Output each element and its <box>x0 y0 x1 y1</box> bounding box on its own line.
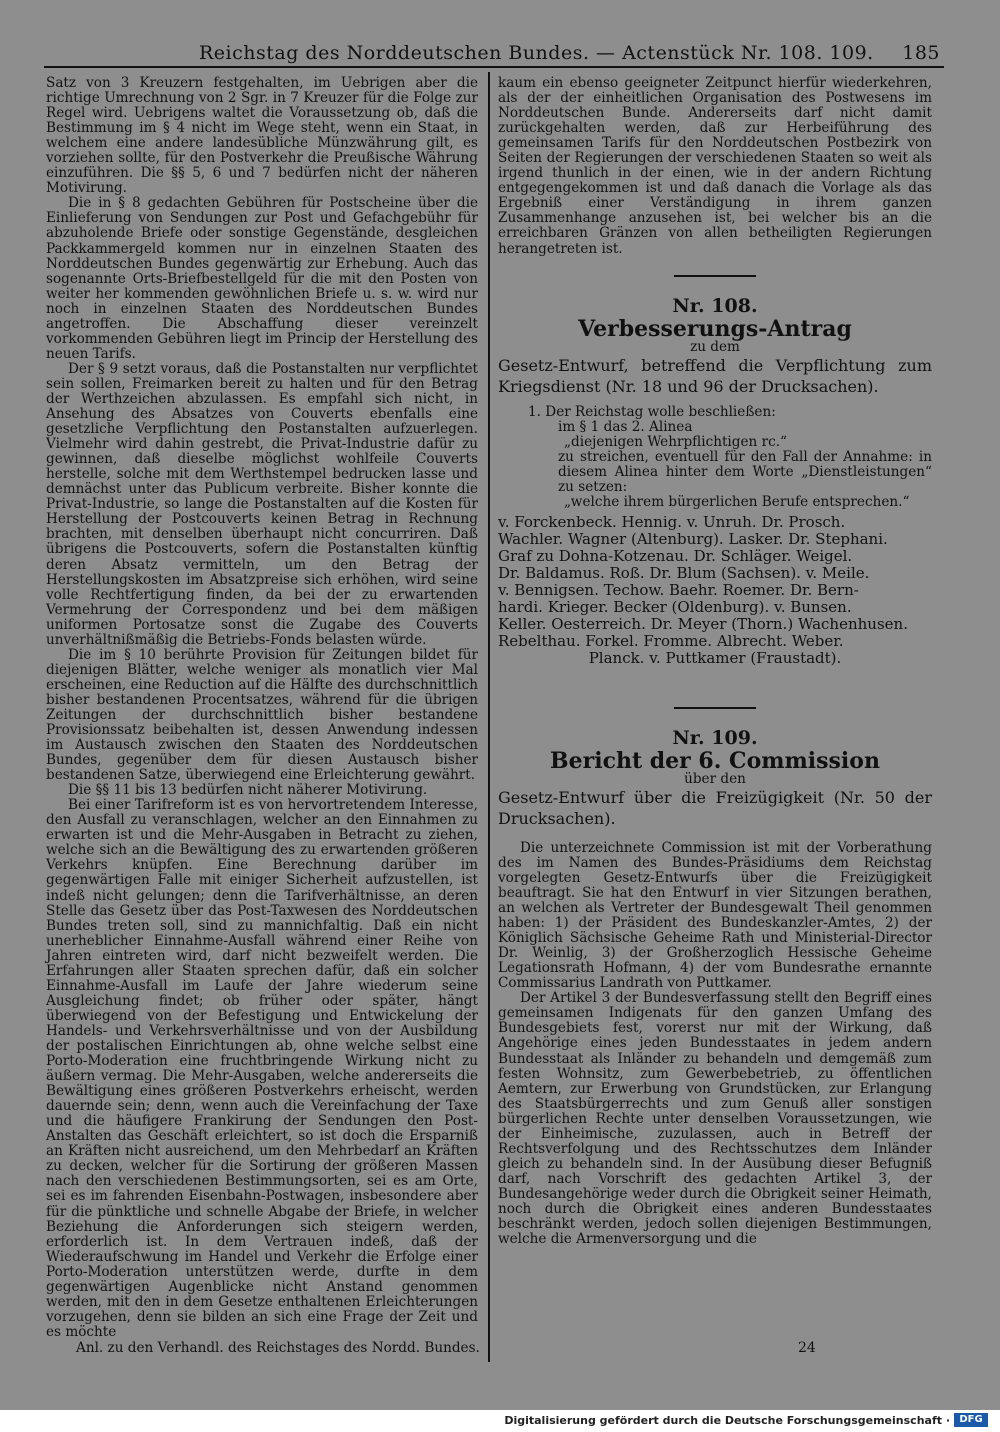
signatory-line: Graf zu Dohna-Kotzenau. Dr. Schläger. Weigel. <box>498 546 853 565</box>
motion-line: „welche ihrem bürgerlichen Berufe entsprechen.“ <box>564 493 910 510</box>
left-paragraph: Satz von 3 Kreuzern festgehalten, im Uebrigen aber die richtige Umrechnung von 2 Sgr. in 7 Kreuzer für die Folge zur Regel wird. Uebrigens waltet die Voraussetzung ob, daß die Bestimmung im § 4 nicht im Wege steht, wenn ein Staat, in welchem eine andere landesübliche Münzwährung gilt, es vorziehen sollte, für den Postverkehr die Preußische Währung einzuführen. Die §§ 5, 6 und 7 bedürfen nicht der näheren Motivirung. <box>46 75 478 197</box>
dfg-footer <box>0 1410 1000 1432</box>
signatory-line: Dr. Baldamus. Roß. Dr. Blum (Sachsen). v. Meile. <box>498 563 870 582</box>
left-paragraph: Der § 9 setzt voraus, daß die Postanstalten nur verpflichtet sein sollen, Freimarken bereit zu halten und für den Betrag der Werthzeichen abzulassen. Es empfahl sich nicht, in Ansehung des Absatzes von Couverts ebenfalls eine gesetzliche Verpflichtung den Postanstalten aufzuerlegen. Vielmehr wird dahin gestrebt, die Privat-Industrie dafür zu gewinnen, daß dieselbe möglichst wohlfeile Couverts herstelle, solche mit dem Werthstempel bedrucken lasse und demnächst unter das Publicum verbreite. Bisher konnte die Privat-Industrie, so lange die Postanstalten auf die Kosten für Herstellung der Postcouverts keinen Betrag in Rechnung brachten, mit denselben überhaupt nicht concurriren. Daß übrigens die Postcouverts, sofern die Postanstalten künftig deren Absatz vermitteln, um den Betrag der Herstellungskosten im Absatzpreise sich erhöhen, wird seine volle Rechtfertigung finden, da bei der zu erwartenden Vermehrung der Correspondenz und bei dem mäßigen uniformen Portosatze sonst die Zugabe des Couverts unverhältnißmäßig die Betriebs-Fonds belasten würde. <box>46 360 478 648</box>
left-paragraph: Die §§ 11 bis 13 bedürfen nicht näherer Motivirung. <box>68 782 428 799</box>
dfg-logo-icon: DFG <box>954 1413 988 1427</box>
running-header <box>44 40 944 68</box>
doc108-title: Verbesserungs-Antrag <box>578 315 852 342</box>
doc108-number: Nr. 108. <box>672 294 758 317</box>
left-paragraph: Die in § 8 gedachten Gebühren für Postscheine über die Einlieferung von Sendungen zur Post und Gefachgebühr für abzuholende Briefe oder sonstige Gegenstände, desgleichen Packkammergeld kommen nur in einzelnen Staaten des Norddeutschen Bundes gegenwärtig zur Erhebung. Auch das sogenannte Orts-Briefbestellgeld für die mit den Posten von weiter her kommenden gewöhnlichen Briefe u. s. w. wird nur noch in einzelnen Staaten des Norddeutschen Bundes angetroffen. Die Abschaffung dieser vereinzelt vorkommenden Gebühren liegt im Princip der Herstellung des neuen Tarifs. <box>46 195 478 362</box>
signatory-line: v. Forckenbeck. Hennig. v. Unruh. Dr. Prosch. <box>498 512 846 531</box>
signatory-line: Rebelthau. Forkel. Fromme. Albrecht. Weber. <box>498 631 844 650</box>
right-column <box>498 76 932 1247</box>
motion-line: im § 1 das 2. Alinea <box>558 418 693 435</box>
left-paragraph: Die im § 10 berührte Provision für Zeitungen bildet für diejenigen Blätter, welche weniger als monatlich vier Mal erscheinen, eine Reduction auf die Hälfte des durchschnittlich bisher bestandenen Procentsatzes, während für die übrigen Zeitungen der durchschnittlich bisher bestandene Provisionssatz beibehalten ist, dessen Anwendung indessen im Austausch zwischen den Staaten des Norddeutschen Bundes, gegenüber dem für diesen Austausch bisher bestandenen Satze, überwiegend eine Erleichterung gewährt. <box>46 646 479 784</box>
signatory-line: Wachler. Wagner (Altenburg). Lasker. Dr. Stephani. <box>498 529 888 548</box>
section-rule <box>674 275 756 277</box>
doc109-title: Bericht der 6. Commission <box>550 747 880 774</box>
signature-mark: 24 <box>798 1340 816 1356</box>
signatory-line: Keller. Oesterreich. Dr. Meyer (Thorn.) Wachenhusen. <box>498 614 908 633</box>
doc108-subject: Gesetz-Entwurf, betreffend die Verpflichtung zum Kriegsdienst (Nr. 18 und 96 der Drucksachen). <box>498 355 932 396</box>
signatory-line: Planck. v. Puttkamer (Fraustadt). <box>588 648 842 667</box>
footnote-annex: Anl. zu den Verhandl. des Reichstages des Nordd. Bundes. <box>76 1340 480 1356</box>
doc109-paragraph: Der Artikel 3 der Bundesverfassung stellt den Begriff eines gemeinsamen Indigenats für den ganzen Umfang des Bundesgebiets fest, vorerst nur mit der Wirkung, daß Angehörige eines jeden Bundesstaates in jedem andern Bundesstaat als Inländer zu behandeln und demgemäß zum festen Wohnsitz, zum Gewerbebetrieb, zu öffentlichen Aemtern, zur Erwerbung von Grundstücken, zur Erlangung des Staatsbürgerrechts und zum Genuß aller sonstigen bürgerlichen Rechte unter denselben Voraussetzungen, wie der Einheimische, zuzulassen, auch in Betreff der Rechtsverfolgung und des Rechtsschutzes dem Inländer gleich zu behandeln sind. In der Ausübung dieser Befugniß darf, nach Vorschrift des gedachten Artikel 3, der Bundesangehörige weder durch die Obrigkeit seiner Heimath, noch durch die Obrigkeit eines anderen Bundesstaates beschränkt werden, jedoch sollen diejenigen Bestimmungen, welche die Armenversorgung und die <box>498 990 932 1248</box>
motion-line: 1. Der Reichstag wolle beschließen: <box>528 403 776 420</box>
section-rule <box>674 707 756 709</box>
right-continuation: kaum ein ebenso geeigneter Zeitpunct hierfür wiederkehren, als der der einheitlichen Organisation des Postwesens im Norddeutschen Bunde. Andererseits darf nicht damit zurückgehalten werden, daß zur Herbeiführung des gemeinsamen Tarifs für den Norddeutschen Postbezirk von Seiten der Regierungen der verschiedenen Staaten so weit als irgend thunlich in der einen, wie in der andern Richtung entgegengekommen ist und daß danach die Vorlage als das Ergebniß einer Verständigung in ihrem ganzen Zusammenhange anzusehen ist, bei welcher bis an die erreichbaren Gränzen von allen betheiligten Regierungen herangetreten ist. <box>498 75 932 257</box>
doc108-zu-dem: zu dem <box>690 338 740 355</box>
doc109-ueber-den: über den <box>684 770 746 787</box>
page-number: 185 <box>902 42 940 64</box>
signatory-line: v. Bennigsen. Techow. Baehr. Roemer. Dr. Bern- <box>498 580 859 599</box>
motion-line: zu streichen, eventuell für den Fall der Annahme: in diesem Alinea hinter dem Worte „Dienstleistungen“ zu setzen: <box>558 448 932 495</box>
doc109-number: Nr. 109. <box>672 726 758 749</box>
column-divider <box>488 72 490 1362</box>
doc109-subject: Gesetz-Entwurf über die Freizügigkeit (Nr. 50 der Drucksachen). <box>498 787 932 828</box>
motion-line: „diejenigen Wehrpflichtigen rc.“ <box>564 433 787 450</box>
header-title: Reichstag des Norddeutschen Bundes. — Actenstück Nr. 108. 109. <box>199 42 874 64</box>
doc108-signatories <box>498 514 932 667</box>
doc109-paragraph: Die unterzeichnete Commission ist mit der Vorberathung des im Namen des Bundes-Präsidiums dem Reichstag vorgelegten Gesetz-Entwurfs über die Freizügigkeit beauftragt. Sie hat den Entwurf in vier Sitzungen berathen, an welchen als Vertreter der Bundesgewalt Theil genommen haben: 1) der Präsident des Bundeskanzler-Amtes, 2) der Königlich Sächsische Geheime Rath und Ministerial-Director Dr. Weinlig, 3) der Großherzoglich Hessische Geheime Legationsrath Hofmann, 4) der vom Bundesrathe ernannte Commissarius Landrath von Puttkamer. <box>498 839 932 992</box>
dfg-funding-note: Digitalisierung gefördert durch die Deutsche Forschungsgemeinschaft · <box>504 1414 950 1427</box>
left-paragraph: Bei einer Tarifreform ist es von hervortretendem Interesse, den Ausfall zu veranschlagen, welcher an den Einnahmen zu erwarten ist und die Mehr-Ausgaben in Betracht zu ziehen, welche sich an die Bewältigung des zu erwartenden größeren Verkehrs knüpfen. Eine Berechnung darüber im gegenwärtigen Falle mit einiger Sicherheit aufzustellen, ist indeß nicht gelungen; denn die Tarifverhältnisse, an deren Stelle das Gesetz über das Post-Taxwesen des Norddeutschen Bundes treten soll, sind zu mannichfaltig. Daß ein nicht unerheblicher Einnahme-Ausfall während einer Reihe von Jahren eintreten wird, darf nicht bezweifelt werden. Die Erfahrungen aller Staaten sprechen dafür, daß ein solcher Einnahme-Ausfall im Laufe der Jahre wiederum seine Ausgleichung findet; ob früher oder später, hängt überwiegend von der Befestigung und Entwickelung der Handels- und Verkehrsverhältnisse und von der Ausbildung der postalischen Einrichtungen ab, ohne welche selbst eine Porto-Moderation eine fruchtbringende Wirkung nicht zu äußern vermag. Die Mehr-Ausgaben, welche andererseits die Bewältigung eines größeren Postverkehrs erheischt, werden dauernde sein; denn, wenn auch die Vereinfachung der Taxe und die häufigere Frankirung der Sendungen den Post-Anstalten das Geschäft erleichtert, so ist doch die Ersparniß an Kräften nicht ausreichend, um den Mehrbedarf an Kräften zu decken, welcher für die Sortirung der größeren Massen nach den verschiedenen Bestimmungsorten, sei es am Orte, sei es im fahrenden Eisenbahn-Postwagen, insbesondere aber für die pünktliche und schnelle Abgabe der Briefe, in welcher Beziehung die Anforderungen sich steigern werden, erforderlich ist. In dem Vertrauen indeß, daß der Wiederaufschwung im Handel und Verkehr die Erfolge einer Porto-Moderation unterstützen werde, durfte in dem gegenwärtigen Augenblicke nicht Anstand genommen werden, mit den in dem Gesetze enthaltenen Erleichterungen vorzugehen, denn sie bilden an sich eine Frage der Zeit und es möchte <box>46 797 478 1340</box>
left-column <box>46 76 478 1340</box>
signatory-line: hardi. Krieger. Becker (Oldenburg). v. Bunsen. <box>498 597 852 616</box>
doc108-motion <box>528 405 932 510</box>
